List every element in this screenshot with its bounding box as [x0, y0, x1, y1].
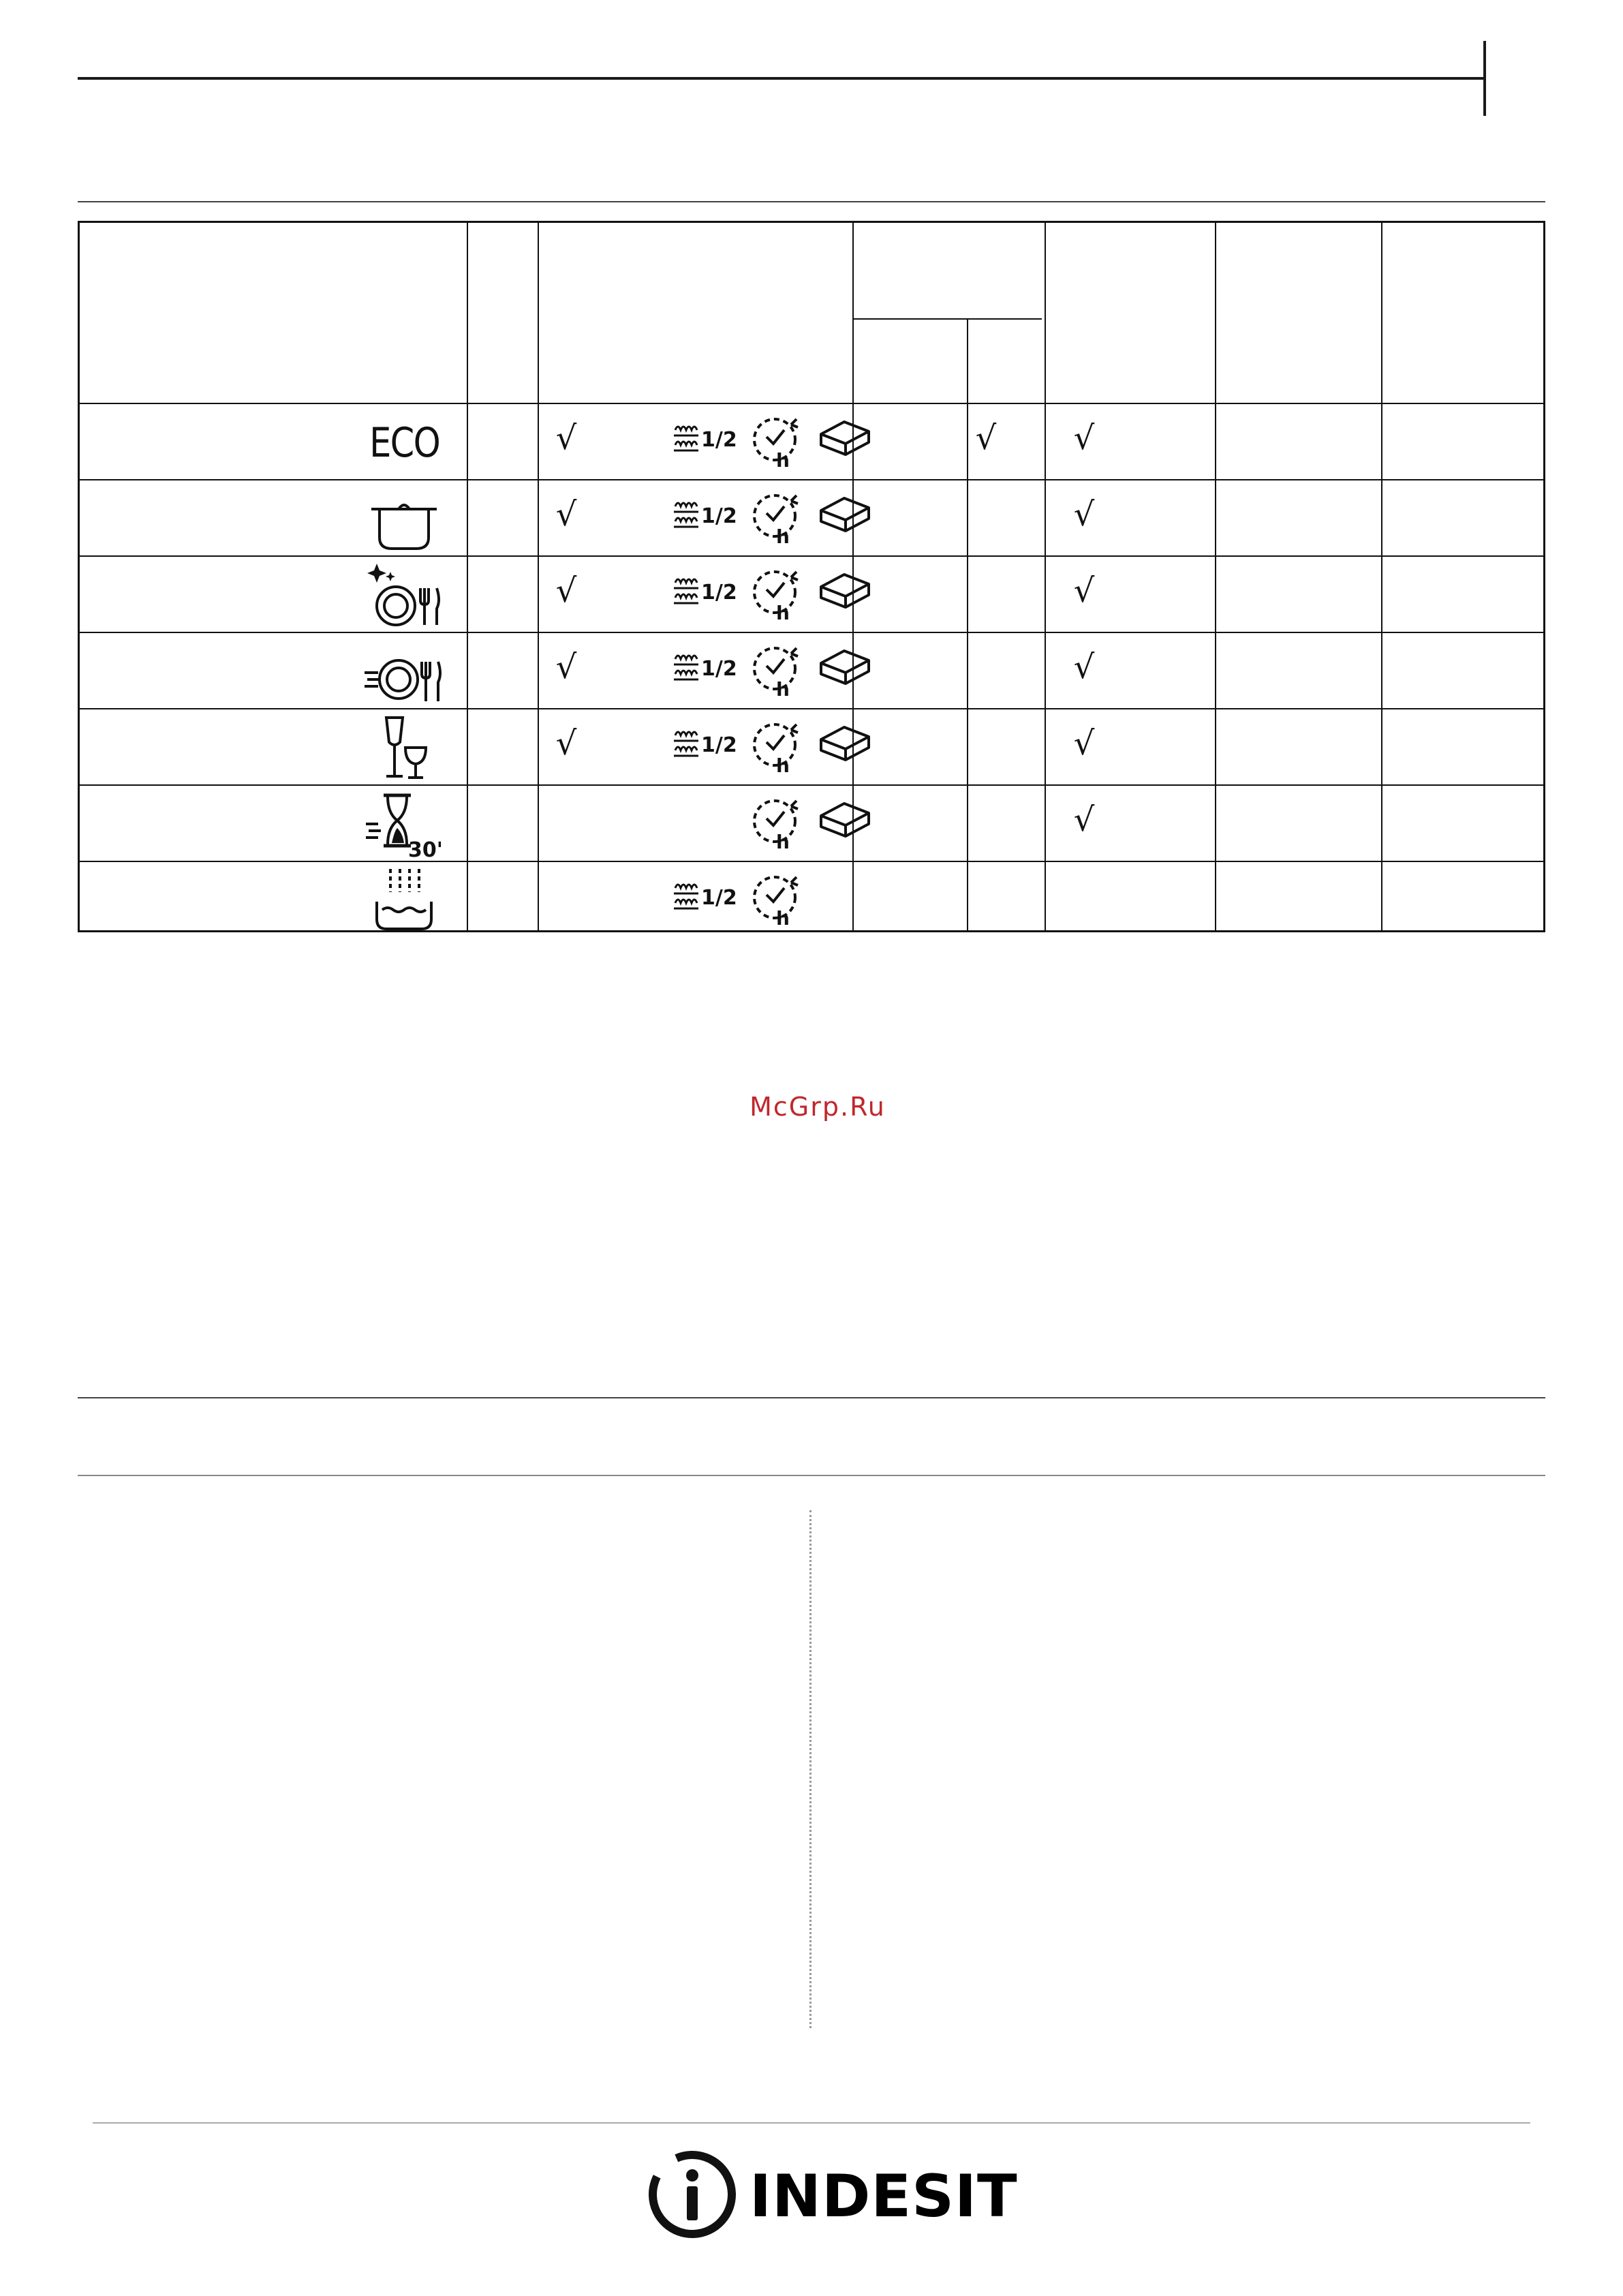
svg-text:1/2: 1/2: [701, 657, 737, 681]
table-row: [80, 862, 1543, 938]
check-mark: √: [555, 648, 577, 686]
column-divider: [809, 1510, 812, 2028]
footer-rule: [93, 2122, 1530, 2124]
pot-icon: [363, 483, 445, 554]
delay-start-icon: [749, 794, 803, 853]
check-mark: √: [975, 419, 997, 457]
check-mark: √: [555, 495, 577, 534]
sparkle-plate-icon: [363, 560, 445, 630]
header-tick: [1483, 41, 1486, 116]
svg-text:1/2: 1/2: [701, 504, 737, 528]
svg-text:h: h: [776, 678, 790, 701]
header-rule: [78, 77, 1484, 80]
tablet-icon: [817, 495, 873, 534]
table-row: [80, 404, 1543, 480]
half-load-icon: [671, 873, 737, 921]
delay-start-icon: [749, 870, 803, 929]
table-row: [80, 709, 1543, 786]
svg-text:h: h: [776, 754, 790, 777]
glasses-icon: [363, 712, 445, 783]
hourglass-30-icon: [363, 789, 445, 862]
watermark: McGrp.Ru: [749, 1092, 886, 1122]
tablet-icon: [817, 648, 873, 686]
delay-start-icon: [749, 718, 803, 776]
tablet-icon: [817, 801, 873, 839]
check-mark: √: [555, 724, 577, 763]
delay-start-icon: [749, 641, 803, 700]
svg-text:1/2: 1/2: [701, 581, 737, 604]
brand-logo: [647, 2147, 1018, 2242]
soak-icon: [363, 865, 445, 936]
tablet-icon: [817, 724, 873, 763]
tablet-icon: [817, 419, 873, 457]
table-row: [80, 633, 1543, 709]
half-load-icon: [671, 644, 737, 692]
programme-table: [78, 221, 1545, 932]
hourglass-label: 30': [408, 838, 443, 862]
table-row: [80, 786, 1543, 862]
table-row: [80, 480, 1543, 557]
half-load-icon: [671, 720, 737, 768]
svg-text:h: h: [776, 831, 790, 853]
check-mark: √: [1073, 648, 1095, 686]
svg-text:h: h: [776, 907, 790, 930]
check-mark: √: [555, 572, 577, 610]
section-rule-lower: [78, 1475, 1545, 1476]
svg-text:1/2: 1/2: [701, 886, 737, 910]
half-load-icon: [671, 491, 737, 539]
section-rule-top: [78, 201, 1545, 202]
delay-start-icon: [749, 489, 803, 547]
check-mark: √: [1073, 572, 1095, 610]
half-load-icon: [671, 568, 737, 615]
delay-start-icon: [749, 565, 803, 624]
logo-wordmark: INDESIT: [749, 2162, 1018, 2231]
check-mark: √: [555, 419, 577, 457]
half-load-icon: [671, 415, 737, 463]
delay-start-icon: [749, 412, 803, 471]
check-mark: √: [1073, 495, 1095, 534]
section-rule-middle: [78, 1397, 1545, 1398]
check-mark: √: [1073, 419, 1095, 457]
table-row: [80, 557, 1543, 633]
check-mark: √: [1073, 801, 1095, 839]
check-mark: √: [1073, 724, 1095, 763]
svg-text:1/2: 1/2: [701, 428, 737, 452]
svg-text:h: h: [776, 449, 790, 472]
svg-text:1/2: 1/2: [701, 733, 737, 757]
fast-plate-icon: [363, 636, 445, 707]
eco-label: ECO: [369, 419, 439, 467]
svg-text:h: h: [776, 525, 790, 548]
svg-text:h: h: [776, 602, 790, 624]
tablet-icon: [817, 572, 873, 610]
